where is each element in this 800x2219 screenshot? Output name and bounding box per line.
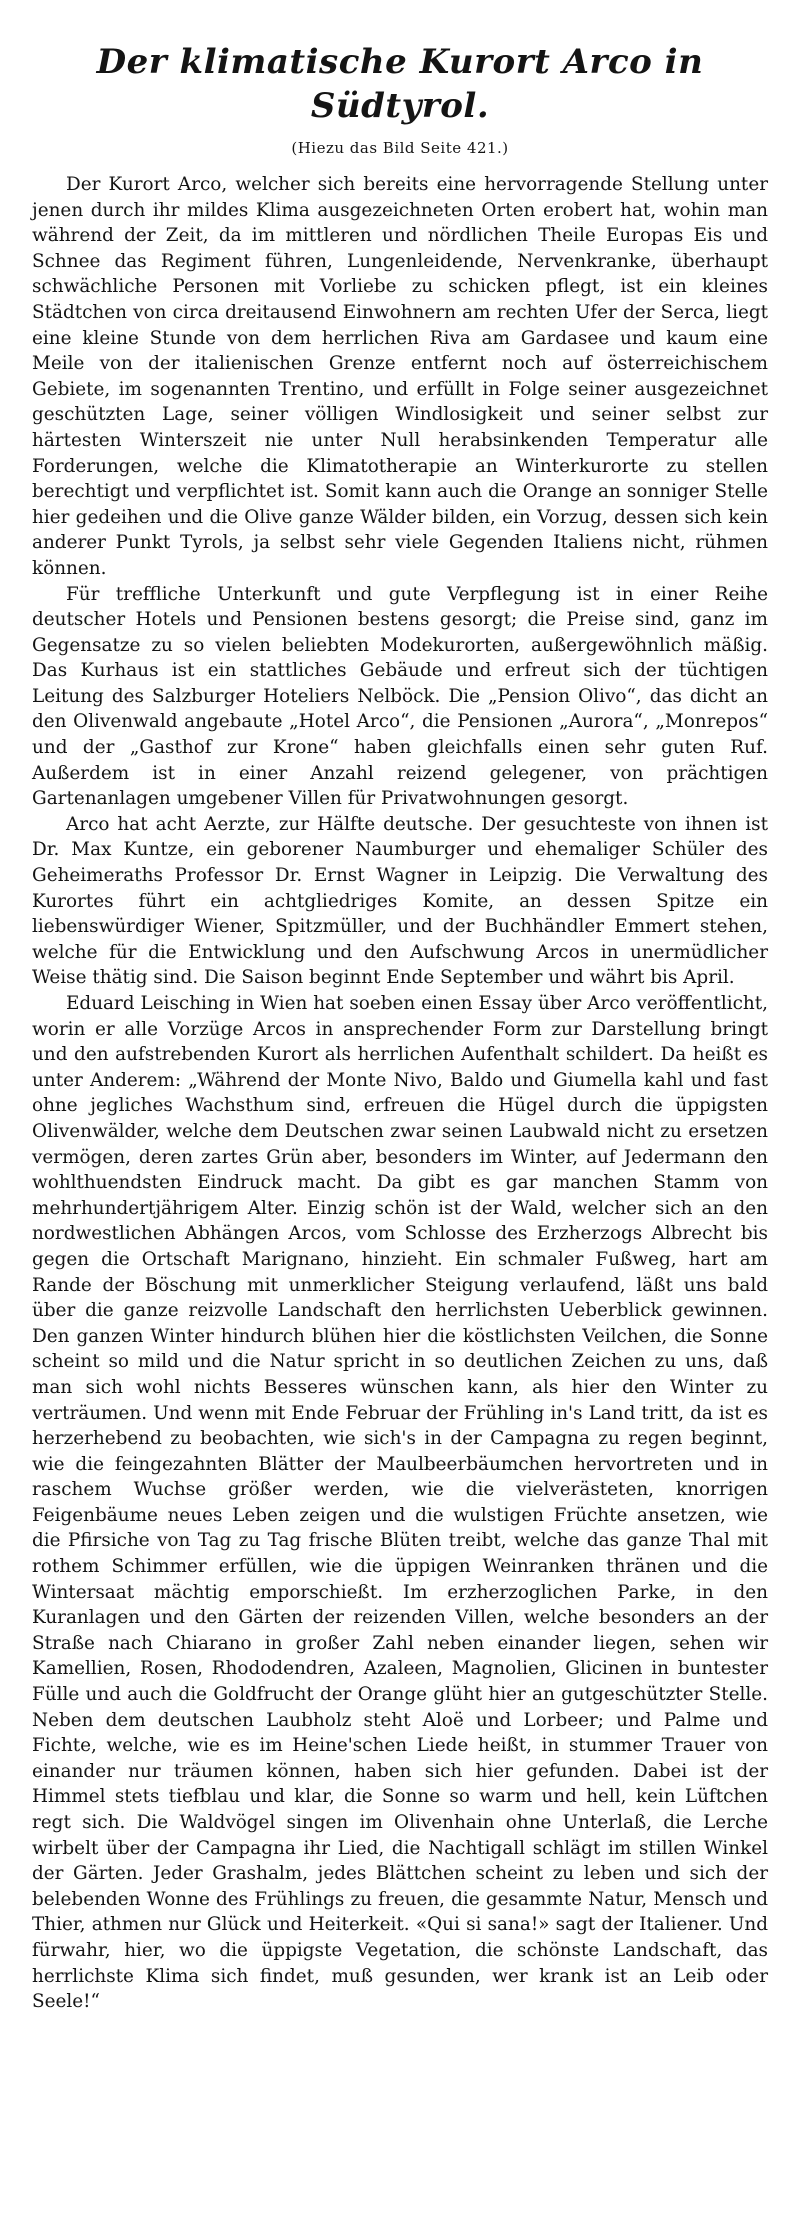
- article-subtitle: (Hiezu das Bild Seite 421.): [291, 139, 509, 157]
- article-title: Der klimatische Kurort Arco in Südtyrol.: [96, 42, 704, 126]
- paragraph-1: Der Kurort Arco, welcher sich bereits eine hervorragende Stellung unter jenen durch ihr mildes Klima ausgezeichneten Orten erobert hat, wohin man während der Zeit, da im mittleren und nördlichen Theile Europas Eis und Schnee das Regiment führen, Lungenleidende, Nervenkranke, überhaupt schwächliche Personen mit Vorliebe zu schicken pflegt, ist ein kleines Städtchen von circa dreitausend Einwohnern am rechten Ufer der Serca, liegt eine kleine Stunde von dem herrlichen Riva am Gardasee und kaum eine Meile von der italienischen Grenze entfernt noch auf österreichischem Gebiete, im sogenannten Trentino, und erfüllt in Folge seiner ausgezeichnet geschützten Lage, seiner völligen Windlosigkeit und seiner selbst zur härtesten Winterszeit nie unter Null herabsinkenden Temperatur alle Forderungen, welche die Klimatotherapie an Winterkurorte zu stellen berechtigt und verpflichtet ist. Somit kann auch die Orange an sonniger Stelle hier gedeihen und die Olive ganze Wälder bilden, ein Vorzug, dessen sich kein anderer Punkt Tyrols, ja selbst sehr viele Gegenden Italiens nicht, rühmen können.: [32, 174, 768, 579]
- paragraph-4: Eduard Leisching in Wien hat soeben einen Essay über Arco veröffentlicht, worin er alle Vorzüge Arcos in ansprechender Form zur Darstellung bringt und den aufstrebenden Kurort als herrlichen Aufenthalt schildert. Da heißt es unter Anderem: „Während der Monte Nivo, Baldo und Giumella kahl und fast ohne jegliches Wachsthum sind, erfreuen die Hügel durch die üppigsten Olivenwälder, welche dem Deutschen zwar seinen Laubwald nicht zu ersetzen vermögen, deren zartes Grün aber, besonders im Winter, auf Jedermann den wohlthuendsten Eindruck macht. Da gibt es gar manchen Stamm von mehrhundertjährigem Alter. Einzig schön ist der Wald, welcher sich an den nordwestlichen Abhängen Arcos, vom Schlosse des Erzherzogs Albrecht bis gegen die Ortschaft Marignano, hinzieht. Ein schmaler Fußweg, hart am Rande der Böschung mit unmerklicher Steigung verlaufend, läßt uns bald über die ganze reizvolle Landschaft den herrlichsten Ueberblick gewinnen. Den ganzen Winter hindurch blühen hier die köstlichsten Veilchen, die Sonne scheint so mild und die Natur spricht in so deutlichen Zeichen zu uns, daß man sich wohl nichts Besseres wünschen kann, als hier den Winter zu verträumen. Und wenn mit Ende Februar der Frühling in's Land tritt, da ist es herzerhebend zu beobachten, wie sich's in der Campagna zu regen beginnt, wie die feingezahnten Blätter der Maulbeerbäumchen hervortreten und in raschem Wuchse größer werden, wie die vielverästeten, knorrigen Feigenbäume neues Leben zeigen und die wulstigen Früchte ansetzen, wie die Pfirsiche von Tag zu Tag frische Blüten treibt, welche das ganze Thal mit rothem Schimmer erfüllen, wie die üppigen Weinranken thränen und die Wintersaat mächtig emporschießt. Im erzherzoglichen Parke, in den Kuranlagen und den Gärten der reizenden Villen, welche besonders an der Straße nach Chiarano in großer Zahl neben einander liegen, sehen wir Kamellien, Rosen, Rhododendren, Azaleen, Magnolien, Glicinen in buntester Fülle und auch die Goldfrucht der Orange glüht hier an gutgeschützter Stelle. Neben dem deutschen Laubholz steht Aloë und Lorbeer; und Palme und Fichte, welche, wie es im Heine'schen Liede heißt, in stummer Trauer von einander nur träumen können, haben sich hier gefunden. Dabei ist der Himmel stets tiefblau und klar, die Sonne so warm und hell, kein Lüftchen regt sich. Die Waldvögel singen im Olivenhain ohne Unterlaß, die Lerche wirbelt über der Campagna ihr Lied, die Nachtigall schlägt im stillen Winkel der Gärten. Jeder Grashalm, jedes Blättchen scheint zu leben und sich der belebenden Wonne des Frühlings zu freuen, die gesammte Natur, Mensch und Thier, athmen nur Glück und Heiterkeit. «Qui si sana!» sagt der Italiener. Und fürwahr, hier, wo die üppigste Vegetation, die schönste Landschaft, das herrlichste Klima sich findet, muß gesunden, wer krank ist an Leib oder Seele!“: [32, 993, 768, 2013]
- paragraph-2: Für treffliche Unterkunft und gute Verpflegung ist in einer Reihe deutscher Hotels und Pensionen bestens gesorgt; die Preise sind, ganz im Gegensatze zu so vielen beliebten Modekurorten, außergewöhnlich mäßig. Das Kurhaus ist ein stattliches Gebäude und erfreut sich der tüchtigen Leitung des Salzburger Hoteliers Nelböck. Die „Pension Olivo“, das dicht an den Olivenwald angebaute „Hotel Arco“, die Pensionen „Aurora“, „Monrepos“ und der „Gasthof zur Krone“ haben gleichfalls einen sehr guten Ruf. Außerdem ist in einer Anzahl reizend gelegener, von prächtigen Gartenanlagen umgebener Villen für Privatwohnungen gesorgt.: [32, 583, 768, 810]
- paragraph-3: Arco hat acht Aerzte, zur Hälfte deutsche. Der gesuchteste von ihnen ist Dr. Max Kuntze, ein geborener Naumburger und ehemaliger Schüler des Geheimeraths Professor Dr. Ernst Wagner in Leipzig. Die Verwaltung des Kurortes führt ein achtgliedriges Komite, an dessen Spitze ein liebenswürdiger Wiener, Spitzmüller, und der Buchhändler Emmert stehen, welche für die Entwicklung und den Aufschwung Arcos in unermüdlicher Weise thätig sind. Die Saison beginnt Ende September und währt bis April.: [32, 813, 768, 989]
- article: [32, 40, 768, 2015]
